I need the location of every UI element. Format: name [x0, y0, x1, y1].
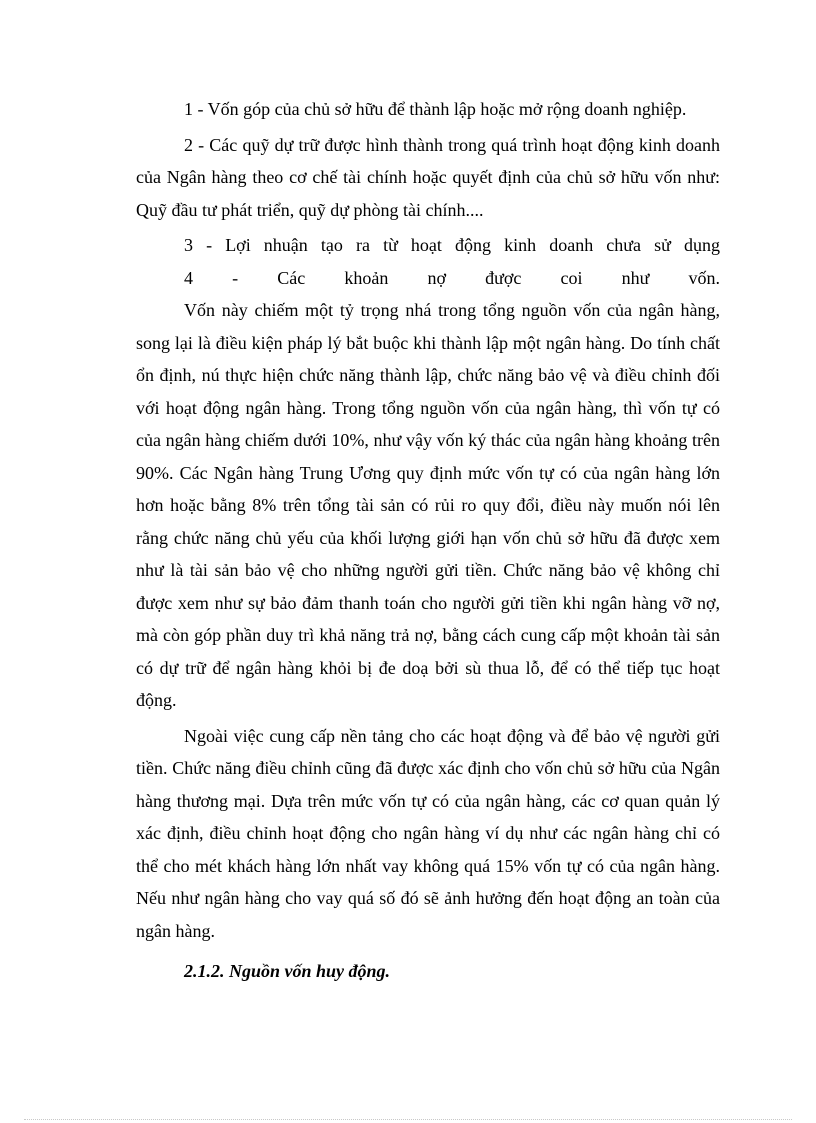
- paragraph-reserve-funds: 2 - Các quỹ dự trữ được hình thành trong quá trình hoạt động kinh doanh của Ngân hàng theo cơ chế tài chính hoặc quyết định của chủ sở hữu vốn như: Quỹ đầu tư phát triển, quỹ dự phòng tài chính....: [136, 134, 720, 220]
- paragraph-debt-as-capital: 4 - Các khoản nợ được coi như vốn.: [184, 267, 720, 288]
- section-heading: 2.1.2. Nguồn vốn huy động.: [184, 961, 391, 981]
- paragraph-equity-contribution: 1 - Vốn góp của chủ sở hữu để thành lập hoặc mở rộng doanh nghiệp.: [184, 99, 687, 119]
- document-page: [136, 93, 720, 988]
- page-bottom-divider: [24, 1119, 792, 1120]
- paragraph-capital-functions: Vốn này chiếm một tỷ trọng nhá trong tổng nguồn vốn của ngân hàng, song lại là điều kiện pháp lý bắt buộc khi thành lập một ngân hàng. Do tính chất ổn định, nú thực hiện chức năng thành lập, chức năng bảo vệ và điều chỉnh đối với hoạt động ngân hàng. Trong tổng nguồn vốn của ngân hàng, thì vốn tự có của ngân hàng chiếm dưới 10%, như vậy vốn ký thác của ngân hàng khoảng trên 90%. Các Ngân hàng Trung Ương quy định mức vốn tự có của ngân hàng lớn hơn hoặc bằng 8% trên tổng tài sản có rủi ro quy đổi, điều này muốn nói lên rằng chức năng chủ yếu của khối lượng giới hạn vốn chủ sở hữu đã được xem như là tài sản bảo vệ cho những người gửi tiền. Chức năng bảo vệ không chỉ được xem như sự bảo đảm thanh toán cho người gửi tiền khi ngân hàng vỡ nợ, mà còn góp phần duy trì khả năng trả nợ, bằng cách cung cấp một khoản tài sản có dự trữ để ngân hàng khỏi bị đe doạ bởi sù thua lỗ, để có thể tiếp tục hoạt động.: [136, 300, 720, 710]
- paragraph-retained-profit: 3 - Lợi nhuận tạo ra từ hoạt động kinh doanh chưa sử dụng: [184, 235, 720, 255]
- paragraph-regulatory-function: Ngoài việc cung cấp nền tảng cho các hoạt động và để bảo vệ người gửi tiền. Chức năng điều chỉnh cũng đã được xác định cho vốn chủ sở hữu của Ngân hàng thương mại. Dựa trên mức vốn tự có của ngân hàng, các cơ quan quản lý xác định, điều chỉnh hoạt động cho ngân hàng ví dụ như các ngân hàng chỉ có thể cho mét khách hàng lớn nhất vay không quá 15% vốn tự có của ngân hàng. Nếu như ngân hàng cho vay quá số đó sẽ ảnh hưởng đến hoạt động an toàn của ngân hàng.: [136, 725, 720, 941]
